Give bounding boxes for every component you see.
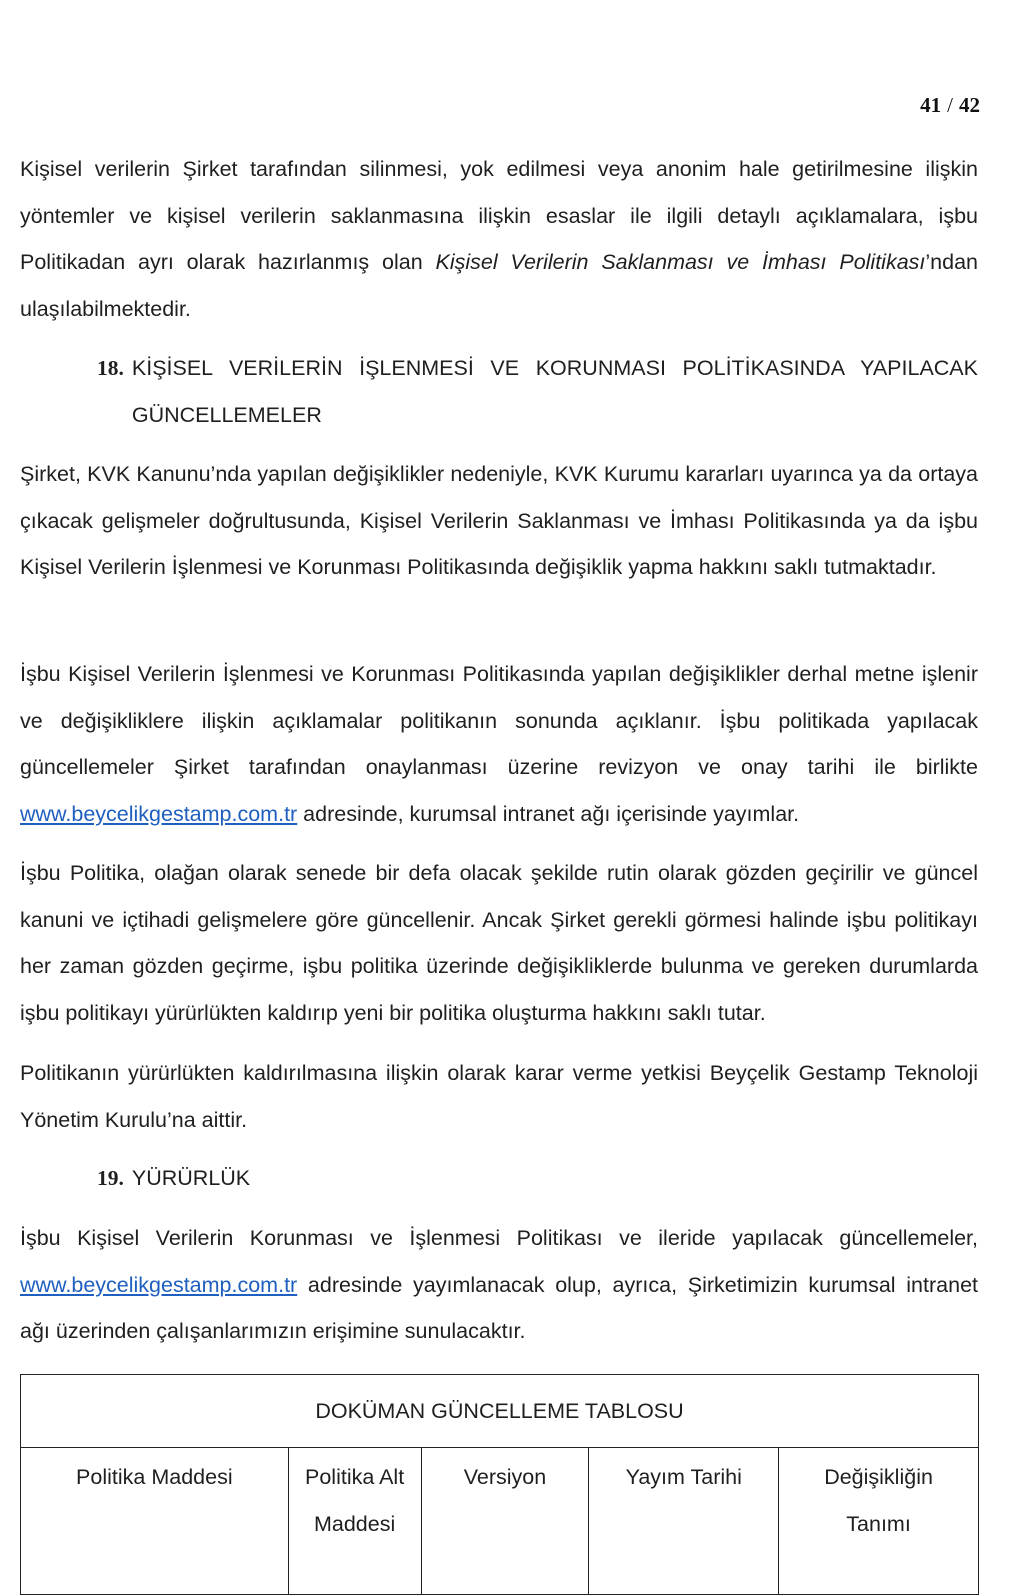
section-18-paragraph-4: Politikanın yürürlükten kaldırılmasına ilişkin olarak karar verme yetkisi Beyçelik Gestamp Teknoloji Yönetim Kurulu’na aittir. — [20, 1061, 978, 1132]
column-header-label: Değişikliğin — [824, 1465, 933, 1489]
section-19-title: YÜRÜRLÜK — [131, 1166, 251, 1190]
document-update-table — [20, 1374, 979, 1595]
column-header-yayim-tarihi — [589, 1448, 779, 1595]
page-number — [920, 93, 980, 118]
section-19-paragraph — [20, 1215, 978, 1355]
section-18-paragraph-2-end: adresinde, kurumsal intranet ağı içerisinde yayımlar. — [297, 801, 800, 826]
section-18-paragraph-3: İşbu Politika, olağan olarak senede bir defa olacak şekilde rutin olarak gözden geçirilir ve güncel kanuni ve içtihadi gelişmelere göre güncellenir. Ancak Şirket gerekli görmesi halinde işbu politikayı her zaman gözden geçirme, işbu politika üzerinde değişikliklerde bulunma ve gereken durumlarda işbu politikayı yürürlükten kaldırıp yeni bir politika oluşturma hakkını saklı tutar. — [20, 861, 978, 1025]
column-header-label: Politika Maddesi — [76, 1465, 233, 1489]
page-separator: / — [947, 93, 953, 117]
section-18-paragraph-1: Şirket, KVK Kanunu’nda yapılan değişiklikler nedeniyle, KVK Kurumu kararları uyarınca ya da ortaya çıkacak gelişmeler doğrultusunda, Kişisel Verilerin Saklanması ve İmhası Politikasında ya da işbu Kişisel Verilerin İşlenmesi ve Korunması Politikasında değişiklik yapma hakkını saklı tutmaktadır. — [20, 462, 978, 579]
intro-paragraph — [20, 146, 978, 332]
column-header-label: Yayım Tarihi — [625, 1465, 742, 1489]
section-18-heading — [97, 345, 978, 438]
column-header-label-line2: Tanımı — [846, 1512, 911, 1536]
section-19-paragraph-end: adresinde yayımlanacak olup, ayrıca, Şirketimizin kurumsal intranet ağı üzerinden çalışanlarımızın erişimine sunulacaktır. — [20, 1272, 978, 1343]
table-header-row — [21, 1448, 979, 1595]
page-total: 42 — [959, 93, 980, 117]
column-header-politika-maddesi — [21, 1448, 289, 1595]
column-header-label-line2: Maddesi — [313, 1512, 396, 1536]
section-18-number: 18. — [97, 356, 124, 380]
section-18-title-line1: KİŞİSEL VERİLERİN İŞLENMESİ VE KORUNMASI POLİTİKASINDA YAPILACAK — [131, 356, 978, 380]
intro-italic-title: Kişisel Verilerin Saklanması ve İmhası Politikası — [435, 250, 926, 274]
table-title — [21, 1375, 979, 1448]
section-19-heading — [97, 1155, 978, 1202]
website-link[interactable]: www.beycelikgestamp.com.tr — [20, 801, 298, 826]
column-header-label: Politika Alt — [305, 1465, 405, 1489]
intro-text: Kişisel verilerin Şirket tarafından silinmesi, yok edilmesi veya anonim hale getirilmesine ilişkin yöntemler ve kişisel verilerin saklanmasına ilişkin esaslar ile ilgili detaylı açıklamalara, işbu Politikadan ayrı olarak hazırlanmış olan — [20, 157, 978, 274]
section-19-number: 19. — [97, 1166, 124, 1190]
section-19-paragraph-text: İşbu Kişisel Verilerin Korunması ve İşlenmesi Politikası ve ileride yapılacak güncellemeler, — [20, 1226, 978, 1250]
table-title-row — [21, 1375, 979, 1448]
intro-text-end: ’ndan ulaşılabilmektedir. — [20, 250, 978, 321]
column-header-politika-alt-maddesi — [288, 1448, 421, 1595]
section-18-paragraph-2 — [20, 651, 978, 837]
section-18-paragraph-2-text: İşbu Kişisel Verilerin İşlenmesi ve Korunması Politikasında yapılan değişiklikler derhal metne işlenir ve değişikliklere ilişkin açıklamalar politikanın sonunda açıklanır. İşbu politikada yapılacak güncellemeler Şirket tarafından onaylanması üzerine revizyon ve onay tarihi ile birlikte — [20, 662, 978, 779]
column-header-degisikligin-tanimi — [779, 1448, 979, 1595]
column-header-label: Versiyon — [463, 1465, 547, 1489]
table-title-text: DOKÜMAN GÜNCELLEME TABLOSU — [315, 1399, 684, 1423]
section-18-title-line2: GÜNCELLEMELER — [131, 402, 322, 427]
column-header-versiyon — [421, 1448, 589, 1595]
page-current: 41 — [920, 93, 942, 117]
website-link-2[interactable]: www.beycelikgestamp.com.tr — [20, 1272, 298, 1297]
section-18-title — [132, 345, 978, 438]
